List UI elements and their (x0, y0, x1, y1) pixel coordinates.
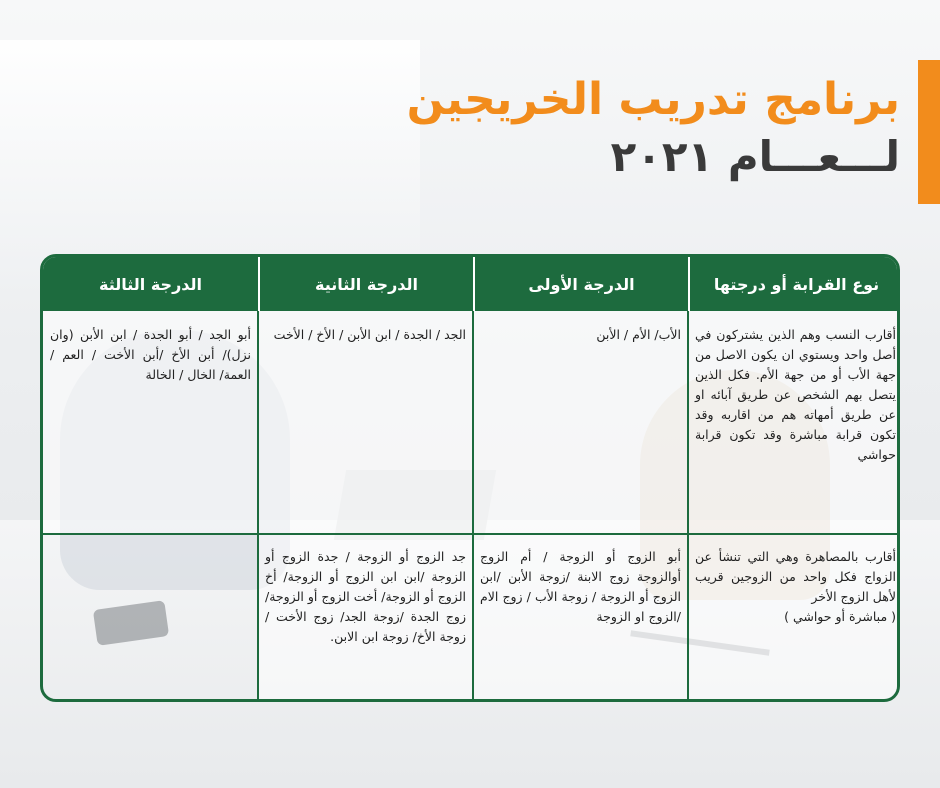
header-first-degree: الدرجة الأولى (473, 257, 688, 311)
header-third-degree: الدرجة الثالثة (98, 274, 203, 294)
kinship-table (40, 254, 900, 702)
row-1-type-cell: أقارب النسب وهم الذين يشتركون في أصل واحد ويستوي ان يكون الاصل من جهة الأب أو من جهة الأم. فكل الذين يتصل بهم الشخص عن طريق آبائه او عن طريق أمهاته هم من اقاربه وقد تكون قرابة مباشرة وقد تكون قرابة حواشي (695, 327, 896, 462)
row-1-second-cell: الجد / الجدة / ابن الأبن / الأخ / الأخت (273, 327, 466, 342)
row-2-third-cell (43, 539, 258, 702)
row-2-type-text: أقارب بالمصاهرة وهي التي تنشأ عن الزواج فكل واحد من الزوجين قريب لأهل الزوج الأخر (695, 549, 896, 604)
row-1-first-cell: الأب/ الأم / الأبن (596, 327, 681, 342)
header-second-degree: الدرجة الثانية (258, 257, 473, 311)
accent-bar (918, 60, 940, 204)
page-subtitle: لـــعـــام ٢٠٢١ (610, 132, 900, 181)
row-2-second-cell: جد الزوج أو الزوجة / جدة الزوج أو الزوجة /ابن ابن الزوج أو الزوجة/ أخ الزوج أو الزوجة/ أخت الزوج أو الزوجة/ زوج الجدة /زوجة الجد/ زوج الأخت / زوجة الأخ/ زوجة ابن الابن. (265, 549, 466, 644)
header-type: نوع القرابة أو درجتها (688, 257, 900, 311)
row-2-type-cell (688, 539, 900, 702)
table-header-row (43, 257, 897, 311)
row-1-third-cell: أبو الجد / أبو الجدة / ابن الأبن (وان نزل)/ أبن الأخ /أبن الأخت / العم / العمة/ الخال / الخالة (50, 327, 251, 382)
page-header (0, 60, 940, 210)
row-2-type-note: ( مباشرة أو حواشي ) (784, 609, 896, 624)
row-2-first-cell: أبو الزوج أو الزوجة / أم الزوج أوالزوجة زوج الابنة /زوجة الأبن /ابن الزوج أو الزوجة / زوجة الأب / زوج الام /الزوج او الزوجة (480, 549, 681, 624)
page-title: برنامج تدريب الخريجين (406, 74, 900, 125)
grid-line (43, 533, 900, 535)
